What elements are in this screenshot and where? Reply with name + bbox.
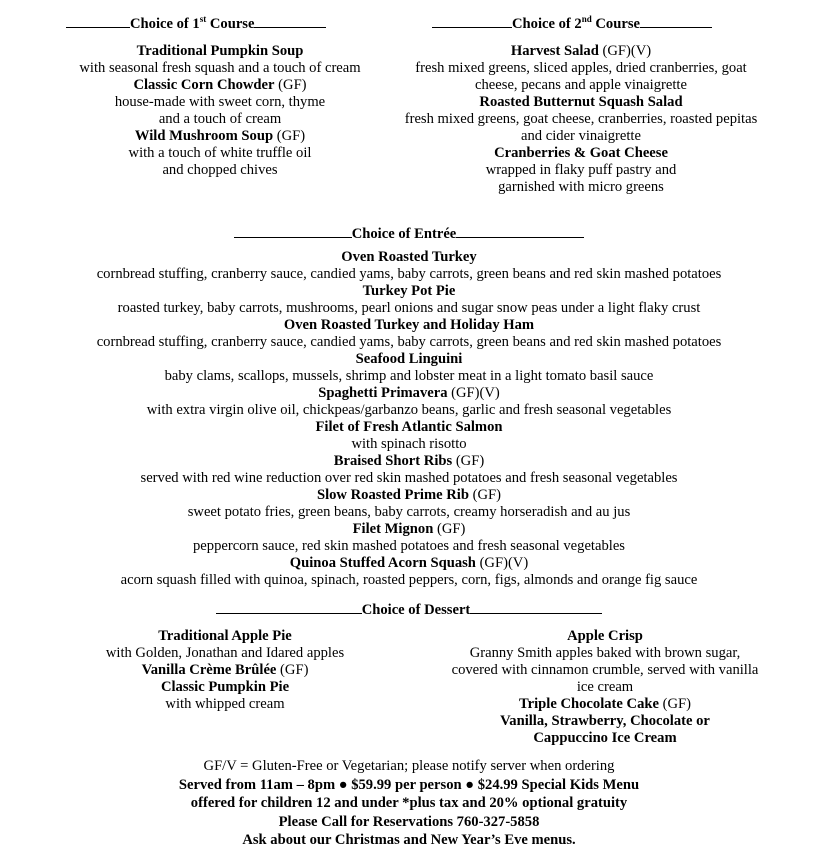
item-name: Wild Mushroom Soup: [134, 128, 274, 144]
item-tag: (GF): [433, 521, 466, 537]
item-tag: (GF)(V): [447, 385, 500, 401]
menu-item: [420, 628, 790, 696]
menu-item: [420, 730, 790, 747]
item-description: ice cream: [576, 679, 634, 695]
menu-item: [40, 43, 400, 77]
item-description: with whipped cream: [165, 696, 285, 712]
item-description: served with red wine reduction over red skin mashed potatoes and fresh seasonal vegetables: [140, 470, 678, 486]
kids-menu-note: offered for children 12 and under *plus tax and 20% optional gratuity: [190, 795, 628, 812]
menu-item: [0, 249, 818, 283]
menu-item: [40, 77, 400, 128]
item-description: with Golden, Jonathan and Idared apples: [105, 645, 345, 661]
item-name: Spaghetti Primavera: [318, 385, 448, 401]
item-name: Traditional Pumpkin Soup: [136, 43, 304, 59]
item-tag: (GF)(V): [598, 43, 652, 59]
second-course-title: Choice of 2nd Course: [512, 14, 640, 32]
item-name: Seafood Linguini: [355, 351, 463, 367]
heading-rule-left: [216, 598, 362, 614]
item-name: Filet Mignon: [352, 521, 434, 537]
item-name: Cappuccino Ice Cream: [533, 730, 677, 746]
entree-heading: [0, 222, 818, 243]
item-name: Vanilla Crème Brûlée: [141, 662, 277, 678]
item-description: baby clams, scallops, mussels, shrimp and lobster meat in a light tomato basil sauce: [164, 368, 654, 384]
item-description: cheese, pecans and apple vinaigrette: [475, 77, 687, 93]
footer: [0, 757, 818, 850]
item-description: garnished with micro greens: [498, 179, 664, 195]
item-tag: (GF): [468, 487, 502, 503]
heading-rule-left: [234, 222, 352, 238]
item-name: Triple Chocolate Cake: [518, 696, 659, 712]
item-description: and a touch of cream: [158, 111, 282, 127]
menu-item: [0, 385, 818, 419]
item-tag: (GF)(V): [475, 555, 529, 571]
menu-item: [40, 679, 410, 713]
menu-item: [40, 662, 410, 679]
entree-title: Choice of Entrée: [351, 226, 457, 242]
menu-item: [0, 453, 818, 487]
entree-list: [0, 249, 818, 589]
item-description: cornbread stuffing, cranberry sauce, candied yams, baby carrots, green beans and red skin mashed potatoes: [96, 266, 722, 282]
item-description: sweet potato fries, green beans, baby carrots, creamy horseradish and au jus: [187, 504, 631, 520]
item-description: fresh mixed greens, goat cheese, cranberries, roasted pepitas: [404, 111, 758, 127]
item-name: Apple Crisp: [567, 628, 643, 644]
menu-item: [420, 713, 790, 730]
menu-item: [0, 555, 818, 589]
heading-rule-left: [66, 12, 130, 28]
service-hours-pricing: Served from 11am – 8pm ● $59.99 per person ● $24.99 Special Kids Menu: [178, 776, 640, 793]
item-description: acorn squash filled with quinoa, spinach, roasted peppers, corn, figs, almonds and orange fig sauce: [120, 572, 698, 588]
dessert-left-list: [40, 628, 410, 713]
item-description: and chopped chives: [162, 162, 278, 178]
item-name: Classic Pumpkin Pie: [160, 679, 290, 695]
dessert-heading: [0, 598, 818, 619]
item-tag: (GF): [273, 128, 306, 144]
item-name: Vanilla, Strawberry, Chocolate or: [500, 713, 710, 729]
item-description: with seasonal fresh squash and a touch of cream: [79, 60, 361, 76]
second-course-list: [372, 43, 790, 196]
item-name: Roasted Butternut Squash Salad: [479, 94, 683, 110]
item-description: roasted turkey, baby carrots, mushrooms, pearl onions and sugar snow peas under a light flaky crust: [117, 300, 701, 316]
item-name: Turkey Pot Pie: [362, 283, 456, 299]
item-description: with spinach risotto: [351, 436, 467, 452]
item-tag: (GF): [276, 662, 309, 678]
first-course-heading: [66, 12, 346, 33]
item-name: Slow Roasted Prime Rib: [316, 487, 469, 503]
item-description: fresh mixed greens, sliced apples, dried cranberries, goat: [415, 60, 747, 76]
dessert-title: Choice of Dessert: [361, 602, 471, 618]
item-description: with extra virgin olive oil, chickpeas/garbanzo beans, garlic and fresh seasonal vegetables: [146, 402, 672, 418]
menu-item: [0, 487, 818, 521]
heading-rule-right: [640, 12, 712, 28]
item-name: Classic Corn Chowder: [133, 77, 275, 93]
item-description: house-made with sweet corn, thyme: [114, 94, 326, 110]
heading-rule-left: [432, 12, 512, 28]
item-description: and cider vinaigrette: [521, 128, 641, 144]
menu-item: [372, 145, 790, 196]
item-tag: (GF): [658, 696, 691, 712]
reservation-phone: Please Call for Reservations 760-327-5858: [278, 813, 540, 830]
item-name: Cranberries & Goat Cheese: [494, 145, 668, 161]
holiday-menus-note: Ask about our Christmas and New Year’s Eve menus.: [242, 832, 576, 849]
item-name: Harvest Salad: [510, 43, 599, 59]
item-description: Granny Smith apples baked with brown sugar,: [469, 645, 741, 661]
menu-item: [40, 628, 410, 662]
item-description: covered with cinnamon crumble, served with vanilla: [451, 662, 759, 678]
heading-rule-right: [254, 12, 326, 28]
dietary-legend: GF/V = Gluten-Free or Vegetarian; please notify server when ordering: [203, 758, 615, 774]
heading-rule-right: [470, 598, 602, 614]
first-course-title: Choice of 1st Course: [130, 14, 255, 32]
item-name: Oven Roasted Turkey and Holiday Ham: [283, 317, 535, 333]
item-name: Braised Short Ribs: [333, 453, 453, 469]
first-course-list: [40, 43, 400, 179]
item-name: Filet of Fresh Atlantic Salmon: [315, 419, 503, 435]
item-description: wrapped in flaky puff pastry and: [485, 162, 677, 178]
heading-rule-right: [456, 222, 584, 238]
item-name: Oven Roasted Turkey: [341, 249, 477, 265]
item-tag: (GF): [274, 77, 307, 93]
menu-item: [420, 696, 790, 713]
menu-item: [372, 94, 790, 145]
dessert-right-list: [420, 628, 790, 747]
menu-item: [40, 128, 400, 179]
item-description: peppercorn sauce, red skin mashed potatoes and fresh seasonal vegetables: [193, 538, 625, 554]
menu-item: [0, 351, 818, 385]
menu-item: [0, 521, 818, 555]
item-description: cornbread stuffing, cranberry sauce, candied yams, baby carrots, green beans and red skin mashed potatoes: [96, 334, 722, 350]
menu-item: [0, 317, 818, 351]
item-name: Traditional Apple Pie: [158, 628, 292, 644]
item-name: Quinoa Stuffed Acorn Squash: [289, 555, 476, 571]
menu-item: [0, 283, 818, 317]
item-tag: (GF): [452, 453, 485, 469]
second-course-heading: [432, 12, 732, 33]
menu-item: [0, 419, 818, 453]
menu-item: [372, 43, 790, 94]
item-description: with a touch of white truffle oil: [128, 145, 312, 161]
